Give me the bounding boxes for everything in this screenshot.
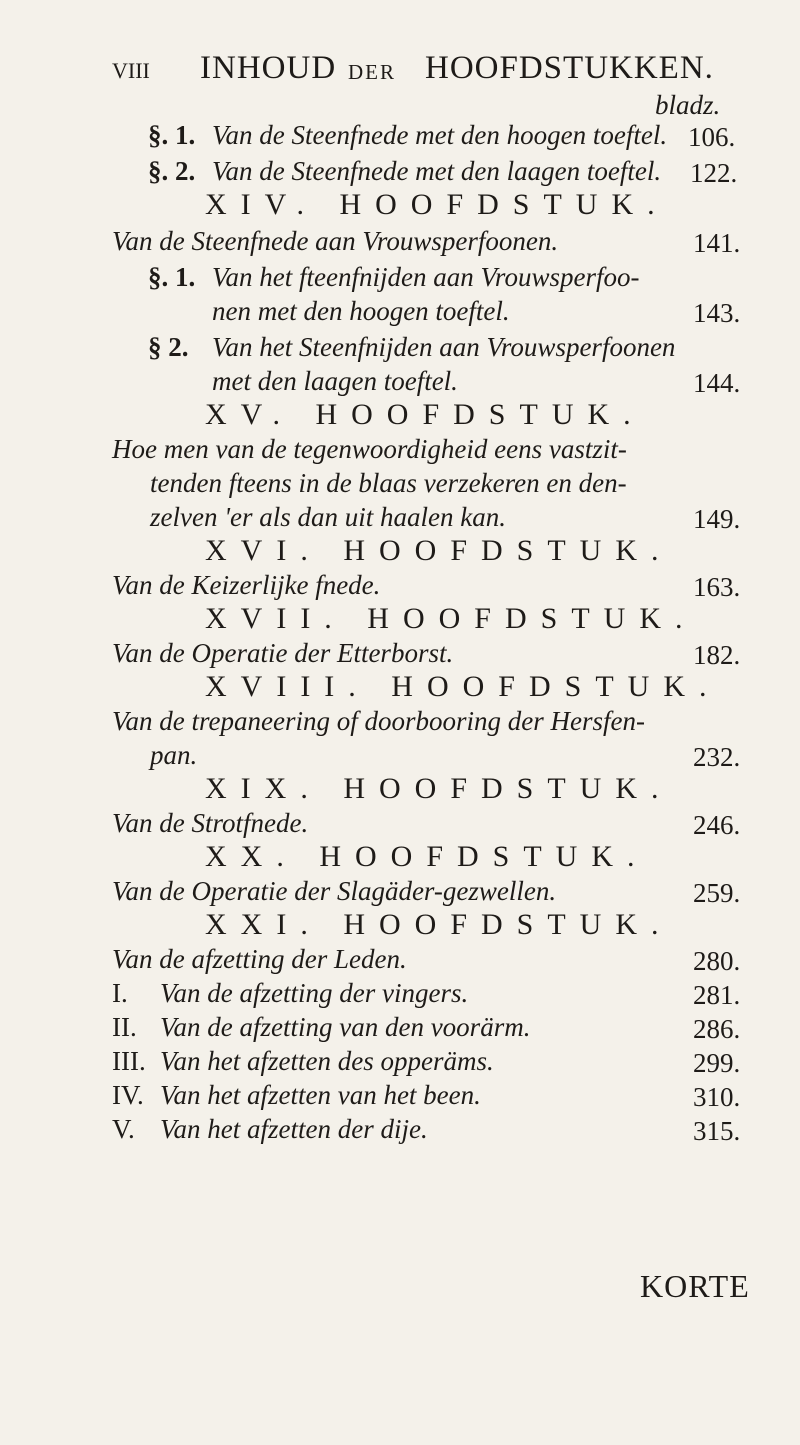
chapter-page-18: 232. <box>693 742 741 772</box>
s14-2-page: 144. <box>693 368 741 398</box>
chapter-page-17: 182. <box>693 640 741 670</box>
r2-text: Van de afzetting van den voorärm. <box>160 1012 531 1042</box>
r4-page: 310. <box>693 1082 741 1112</box>
catchword: KORTE <box>640 1268 750 1304</box>
s14-2-label: § 2. <box>148 332 189 362</box>
s14-1-text-a: Van het fteenfnijden aan Vrouwsperfoo- <box>212 262 640 292</box>
chapter-page-19: 246. <box>693 810 741 840</box>
r1-label: I. <box>112 978 128 1008</box>
r5-page: 315. <box>693 1116 741 1146</box>
r4-text: Van het afzetten van het been. <box>160 1080 481 1110</box>
s13-1-page: 106. <box>688 122 736 152</box>
s13-2-label: §. 2. <box>148 156 196 186</box>
s13-1-label: §. 1. <box>148 120 196 150</box>
chapter-heading-21: XXI. HOOFDSTUK. <box>205 908 673 941</box>
r3-label: III. <box>112 1046 146 1076</box>
chapter-heading-14: XIV. HOOFDSTUK. <box>205 188 669 221</box>
r4-label: IV. <box>112 1080 144 1110</box>
chapter-heading-16: XVI. HOOFDSTUK. <box>205 534 673 567</box>
chapter-heading-18: XVIII. HOOFDSTUK. <box>205 670 721 703</box>
r1-page: 281. <box>693 980 741 1010</box>
chapter-heading-20: XX. HOOFDSTUK. <box>205 840 649 873</box>
page-number: VIII <box>112 58 150 83</box>
chapter-title-16: Van de Keizerlijke fnede. <box>112 570 381 600</box>
s13-2-text: Van de Steenfnede met den laagen toeftel. <box>212 156 662 186</box>
chapter-title-15-c: zelven 'er als dan uit haalen kan. <box>150 502 506 532</box>
r2-label: II. <box>112 1012 137 1042</box>
chapter-heading-19: XIX. HOOFDSTUK. <box>205 772 673 805</box>
chapter-title-14: Van de Steenfnede aan Vrouwsperfoonen. <box>112 226 559 256</box>
chapter-page-15: 149. <box>693 504 741 534</box>
chapter-title-15-b: tenden fteens in de blaas verzekeren en den- <box>150 468 627 498</box>
s14-1-text-b: nen met den hoogen toeftel. <box>212 296 510 326</box>
chapter-title-18-a: Van de trepaneering of doorbooring der Hersfen- <box>112 706 645 736</box>
chapter-heading-15: XV. HOOFDSTUK. <box>205 398 645 431</box>
chapter-title-18-b: pan. <box>150 740 198 770</box>
s13-1-text: Van de Steenfnede met den hoogen toeftel. <box>212 120 668 150</box>
s14-2-text-b: met den laagen toeftel. <box>212 366 458 396</box>
header-title-mid: DER <box>348 60 396 84</box>
header-title-left: INHOUD <box>200 50 337 86</box>
s14-1-label: §. 1. <box>148 262 196 292</box>
r5-text: Van het afzetten der dije. <box>160 1114 428 1144</box>
chapter-page-16: 163. <box>693 572 741 602</box>
s14-1-page: 143. <box>693 298 741 328</box>
header-title-right: HOOFDSTUKKEN. <box>425 50 714 86</box>
r1-text: Van de afzetting der vingers. <box>160 978 469 1008</box>
chapter-title-15-a: Hoe men van de tegenwoordigheid eens vastzit- <box>112 434 627 464</box>
r3-text: Van het afzetten des opperäms. <box>160 1046 494 1076</box>
chapter-title-17: Van de Operatie der Etterborst. <box>112 638 454 668</box>
r5-label: V. <box>112 1114 135 1144</box>
chapter-page-20: 259. <box>693 878 741 908</box>
chapter-page-14: 141. <box>693 228 741 258</box>
r2-page: 286. <box>693 1014 741 1044</box>
chapter-title-19: Van de Strotfnede. <box>112 808 309 838</box>
r3-page: 299. <box>693 1048 741 1078</box>
chapter-heading-17: XVII. HOOFDSTUK. <box>205 602 697 635</box>
s14-2-text-a: Van het Steenfnijden aan Vrouwsperfoonen <box>212 332 676 362</box>
s13-2-page: 122. <box>690 158 738 188</box>
column-label: bladz. <box>655 90 721 120</box>
chapter-title-20: Van de Operatie der Slagäder-gezwellen. <box>112 876 557 906</box>
chapter-page-21: 280. <box>693 946 741 976</box>
chapter-title-21: Van de afzetting der Leden. <box>112 944 407 974</box>
